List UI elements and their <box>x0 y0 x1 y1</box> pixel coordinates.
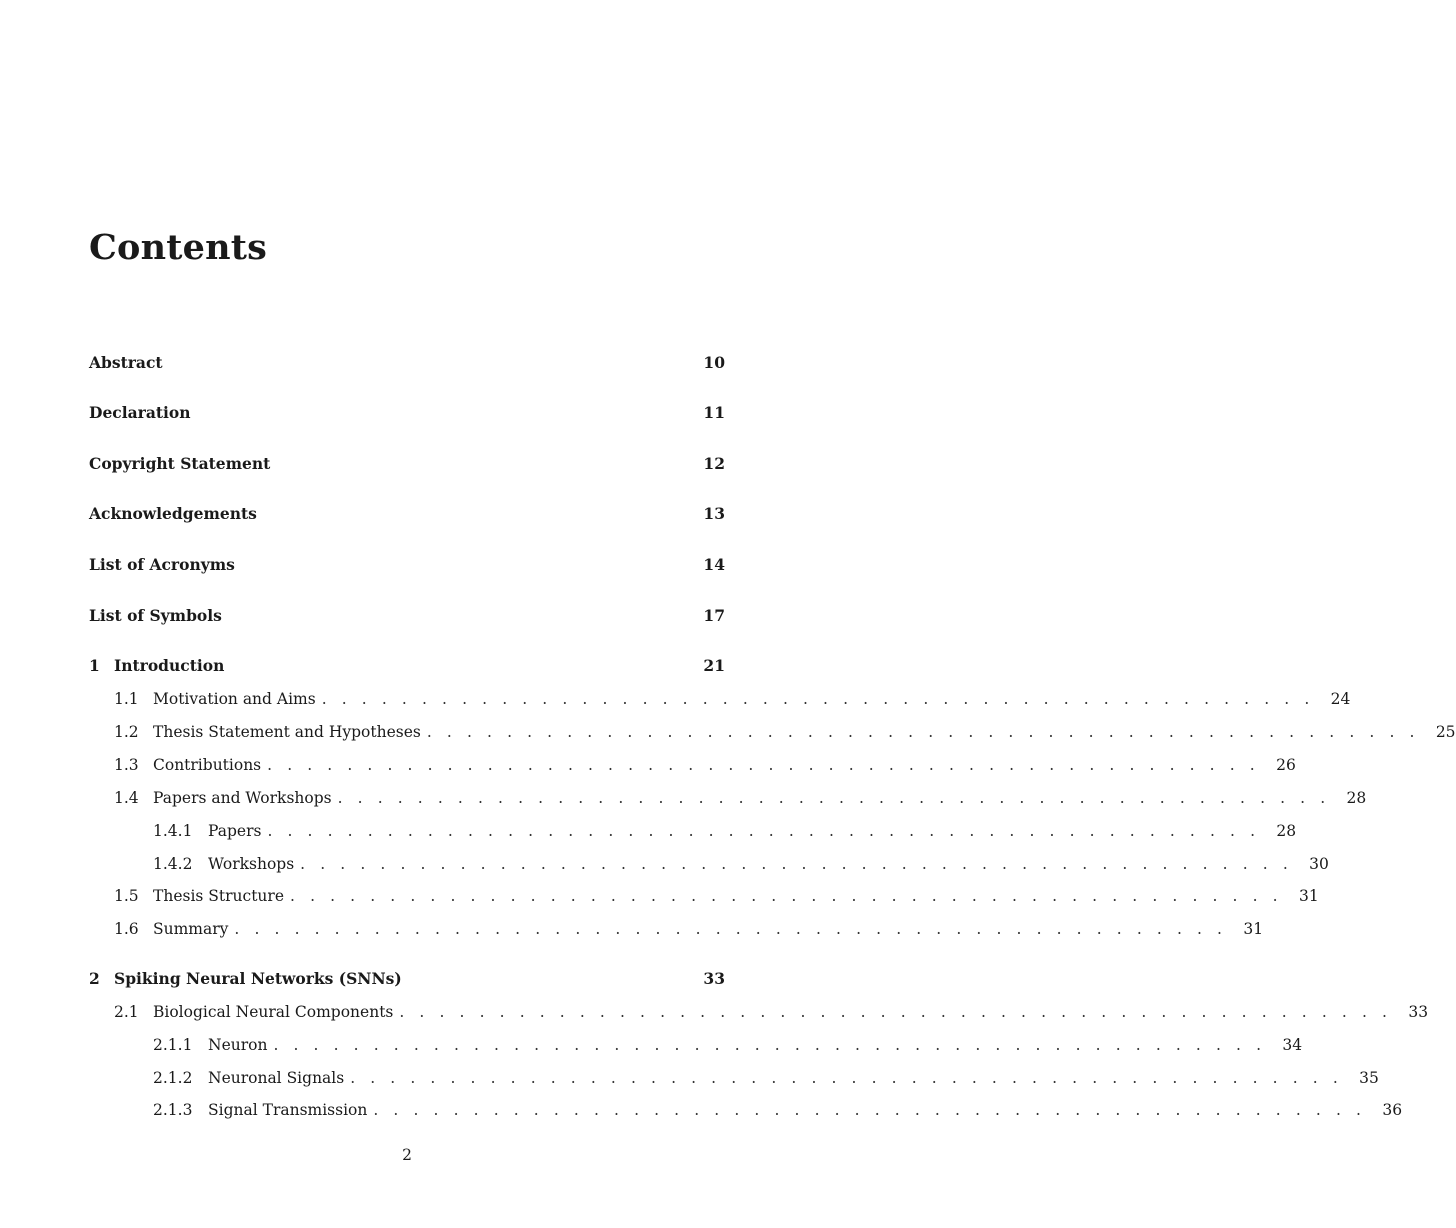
dot-leader: . . . . . . . . . . . . . . . . . . . . . . . . . . . . . . . . . . . . . . . . . . . . . . . . . . <box>300 855 1293 873</box>
toc-entry-title: List of Symbols <box>89 606 222 625</box>
toc-entry-title: Workshops <box>208 855 295 873</box>
toc-entry-page: 33 <box>1408 1003 1429 1021</box>
toc-entry-number: 2 <box>89 969 100 988</box>
toc-entry-page: 11 <box>703 403 725 422</box>
toc-entry-title: Declaration <box>89 403 191 422</box>
dot-leader: . . . . . . . . . . . . . . . . . . . . . . . . . . . . . . . . . . . . . . . . . . . . . . . . . . <box>267 822 1261 840</box>
toc-entry-title: Thesis Statement and Hypotheses <box>153 723 421 741</box>
toc-section-summary[interactable] <box>89 918 1264 940</box>
page-title: Contents <box>89 227 268 268</box>
toc-entry-declaration[interactable] <box>89 402 725 424</box>
toc-section-thesis-statement[interactable] <box>89 721 1456 743</box>
toc-section-contributions[interactable] <box>89 754 1296 776</box>
toc-section-thesis-structure[interactable] <box>89 885 1319 907</box>
toc-entry-title: Thesis Structure <box>153 887 285 905</box>
dot-leader: . . . . . . . . . . . . . . . . . . . . . . . . . . . . . . . . . . . . . . . . . . . . . . . . . . <box>350 1069 1343 1087</box>
toc-entry-title: Introduction <box>114 656 225 675</box>
toc-entry-number: 1.4.1 <box>153 822 193 840</box>
dot-leader: . . . . . . . . . . . . . . . . . . . . . . . . . . . . . . . . . . . . . . . . . . . . . . . . . . <box>273 1036 1267 1054</box>
toc-subsection-signal-transmission[interactable] <box>89 1099 1403 1121</box>
toc-entry-page: 13 <box>703 504 725 523</box>
dot-leader: . . . . . . . . . . . . . . . . . . . . . . . . . . . . . . . . . . . . . . . . . . . . . . . . . . <box>337 789 1331 807</box>
toc-entry-page: 34 <box>1282 1036 1303 1054</box>
toc-entry-acknowledgements[interactable] <box>89 503 725 525</box>
toc-entry-page: 36 <box>1382 1101 1403 1119</box>
table-of-contents <box>89 0 1456 1228</box>
toc-entry-page: 10 <box>703 353 725 372</box>
toc-entry-title: Spiking Neural Networks (SNNs) <box>114 969 402 988</box>
toc-entry-title: Neuronal Signals <box>208 1069 345 1087</box>
toc-entry-page: 14 <box>703 555 725 574</box>
toc-entry-number: 1.4 <box>114 789 139 807</box>
dot-leader: . . . . . . . . . . . . . . . . . . . . . . . . . . . . . . . . . . . . . . . . . . . . . . . . . . <box>267 756 1260 774</box>
toc-entry-list-of-symbols[interactable] <box>89 605 725 627</box>
toc-entry-abstract[interactable] <box>89 352 725 374</box>
toc-chapter-spiking-neural-networks[interactable] <box>89 968 725 990</box>
dot-leader: . . . . . . . . . . . . . . . . . . . . . . . . . . . . . . . . . . . . . . . . . . . . . . . . . . <box>234 920 1228 938</box>
toc-entry-title: Copyright Statement <box>89 454 271 473</box>
toc-entry-title: Neuron <box>208 1036 268 1054</box>
toc-entry-page: 24 <box>1330 690 1351 708</box>
toc-entry-page: 12 <box>703 454 725 473</box>
toc-entry-title: Signal Transmission <box>208 1101 368 1119</box>
toc-entry-list-of-acronyms[interactable] <box>89 554 725 576</box>
toc-entry-title: Summary <box>153 920 229 938</box>
toc-entry-number: 2.1 <box>114 1003 139 1021</box>
toc-entry-title: Acknowledgements <box>89 504 257 523</box>
toc-entry-page: 30 <box>1309 855 1329 873</box>
toc-entry-title: Papers and Workshops <box>153 789 332 807</box>
toc-subsection-workshops[interactable] <box>89 853 1329 875</box>
toc-entry-title: Papers <box>208 822 262 840</box>
toc-entry-title: Abstract <box>89 353 163 372</box>
toc-entry-page: 26 <box>1276 756 1296 774</box>
dot-leader: . . . . . . . . . . . . . . . . . . . . . . . . . . . . . . . . . . . . . . . . . . . . . . . . . . <box>426 723 1420 741</box>
toc-entry-page: 33 <box>703 969 725 988</box>
toc-entry-number: 1.6 <box>114 920 139 938</box>
toc-section-biological-neural-components[interactable] <box>89 1001 1429 1023</box>
toc-entry-page: 31 <box>1298 887 1319 905</box>
toc-entry-page: 21 <box>703 656 725 675</box>
dot-leader: . . . . . . . . . . . . . . . . . . . . . . . . . . . . . . . . . . . . . . . . . . . . . . . . . . <box>399 1003 1393 1021</box>
toc-entry-title: Motivation and Aims <box>153 690 316 708</box>
page-number: 2 <box>402 1146 412 1164</box>
toc-entry-number: 1.5 <box>114 887 139 905</box>
dot-leader: . . . . . . . . . . . . . . . . . . . . . . . . . . . . . . . . . . . . . . . . . . . . . . . . . . <box>290 887 1283 905</box>
toc-entry-copyright-statement[interactable] <box>89 453 725 475</box>
toc-entry-number: 2.1.3 <box>153 1101 193 1119</box>
toc-entry-page: 35 <box>1359 1069 1379 1087</box>
toc-entry-number: 1 <box>89 656 100 675</box>
toc-entry-number: 2.1.1 <box>153 1036 193 1054</box>
toc-entry-number: 1.3 <box>114 756 139 774</box>
toc-section-motivation-and-aims[interactable] <box>89 688 1351 710</box>
dot-leader: . . . . . . . . . . . . . . . . . . . . . . . . . . . . . . . . . . . . . . . . . . . . . . . . . . <box>321 690 1315 708</box>
toc-subsection-papers[interactable] <box>89 820 1297 842</box>
toc-entry-page: 28 <box>1346 789 1367 807</box>
toc-entry-number: 1.1 <box>114 690 139 708</box>
toc-chapter-introduction[interactable] <box>89 655 725 677</box>
toc-entry-number: 2.1.2 <box>153 1069 193 1087</box>
toc-entry-number: 1.4.2 <box>153 855 193 873</box>
toc-entry-title: Biological Neural Components <box>153 1003 394 1021</box>
toc-entry-page: 31 <box>1243 920 1264 938</box>
toc-subsection-neuronal-signals[interactable] <box>89 1067 1379 1089</box>
toc-section-papers-and-workshops[interactable] <box>89 787 1367 809</box>
toc-entry-title: Contributions <box>153 756 262 774</box>
toc-subsection-neuron[interactable] <box>89 1034 1303 1056</box>
toc-entry-title: List of Acronyms <box>89 555 235 574</box>
toc-entry-page: 25 <box>1435 723 1456 741</box>
toc-entry-number: 1.2 <box>114 723 139 741</box>
toc-entry-page: 17 <box>703 606 725 625</box>
toc-entry-page: 28 <box>1276 822 1297 840</box>
dot-leader: . . . . . . . . . . . . . . . . . . . . . . . . . . . . . . . . . . . . . . . . . . . . . . . . . . <box>373 1101 1367 1119</box>
